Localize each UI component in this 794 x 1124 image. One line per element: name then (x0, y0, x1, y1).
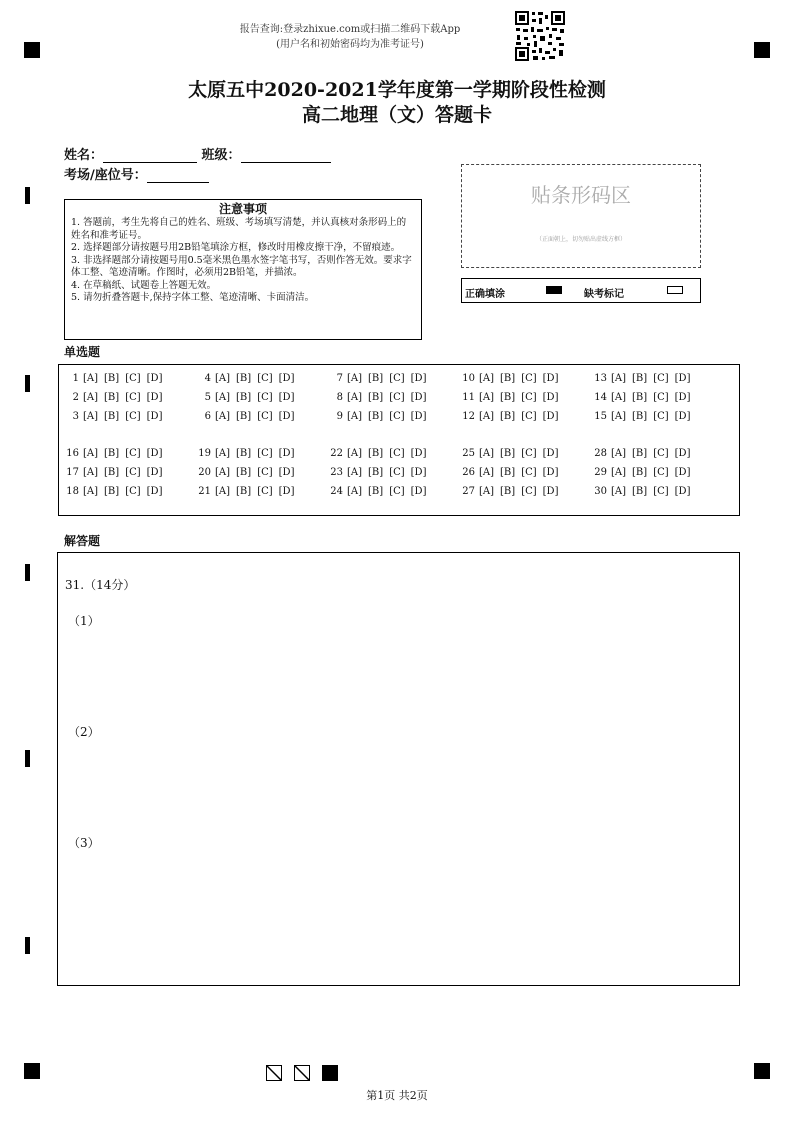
answer-option[interactable]: [A] (479, 392, 495, 403)
answer-option[interactable]: [A] (83, 448, 99, 459)
mcq-question (325, 373, 432, 384)
question-number: 15 (594, 411, 607, 422)
answer-option[interactable]: [B] (368, 392, 384, 403)
answer-option[interactable]: [A] (347, 467, 363, 478)
fill-legend (461, 278, 701, 303)
answer-option[interactable]: [A] (347, 448, 363, 459)
answer-option[interactable]: [B] (368, 411, 384, 422)
answer-option[interactable]: [A] (215, 373, 231, 384)
answer-option[interactable]: [D] (542, 486, 559, 497)
notice-item: 1. 答题前，考生先将自己的姓名、班级、考场填写清楚，并认真核对条形码上的姓名和准考证号。 (71, 217, 407, 241)
question-number: 5 (204, 392, 211, 403)
answer-option[interactable]: [C] (653, 373, 669, 384)
answer-option[interactable]: [A] (479, 448, 495, 459)
notice-item: 4. 在草稿纸、试题卷上答题无效。 (71, 279, 217, 291)
answer-option[interactable]: [D] (674, 467, 691, 478)
answer-option[interactable]: [C] (653, 486, 669, 497)
question-number: 19 (198, 448, 211, 459)
question-number: 6 (204, 411, 211, 422)
answer-option[interactable]: [D] (674, 392, 691, 403)
answer-option[interactable]: [D] (146, 411, 163, 422)
answer-option[interactable]: [C] (653, 467, 669, 478)
answer-option[interactable]: [C] (521, 373, 537, 384)
answer-option[interactable]: [C] (257, 448, 273, 459)
question-number: 13 (594, 373, 607, 384)
mcq-question (457, 392, 564, 403)
answer-option[interactable]: [C] (653, 411, 669, 422)
class-field[interactable] (241, 148, 331, 163)
mcq-question (589, 486, 696, 497)
question-number: 23 (330, 467, 343, 478)
answer-option[interactable]: [A] (83, 411, 99, 422)
mcq-question (193, 467, 300, 478)
class-label: 班级： (201, 148, 241, 163)
seat-field[interactable] (147, 168, 209, 183)
mcq-question (457, 411, 564, 422)
answer-option[interactable]: [A] (479, 411, 495, 422)
barcode-area-title: 贴条形码区 (531, 183, 631, 207)
answer-option[interactable]: [B] (368, 448, 384, 459)
answer-option[interactable]: [D] (674, 486, 691, 497)
slash-icon (295, 1066, 310, 1081)
answer-option[interactable]: [D] (410, 392, 427, 403)
mcq-question (325, 467, 432, 478)
answer-option[interactable]: [C] (521, 392, 537, 403)
answer-option[interactable]: [B] (236, 467, 252, 478)
answer-option[interactable]: [B] (500, 467, 516, 478)
mcq-question (589, 467, 696, 478)
answer-option[interactable]: [A] (479, 467, 495, 478)
answer-option[interactable]: [D] (278, 448, 295, 459)
answer-option[interactable]: [D] (410, 467, 427, 478)
exam-title: 太原五中2020-2021学年度第一学期阶段性检测 (188, 79, 606, 101)
answer-option[interactable]: [D] (674, 448, 691, 459)
answer-option[interactable]: [D] (674, 411, 691, 422)
answer-option[interactable]: [C] (521, 467, 537, 478)
answer-option[interactable]: [C] (257, 373, 273, 384)
name-class-row (64, 144, 331, 163)
mcq-question (61, 486, 168, 497)
answer-option[interactable]: [A] (83, 486, 99, 497)
mcq-question (457, 373, 564, 384)
mcq-question (193, 392, 300, 403)
question-number: 7 (336, 373, 343, 384)
page-marker-box (294, 1065, 310, 1081)
answer-option[interactable]: [D] (542, 411, 559, 422)
answer-option[interactable]: [A] (83, 392, 99, 403)
mcq-question (457, 448, 564, 459)
question-number: 25 (462, 448, 475, 459)
answer-option[interactable]: [B] (236, 486, 252, 497)
mcq-question (589, 392, 696, 403)
answer-option[interactable]: [A] (347, 373, 363, 384)
timing-mark (25, 564, 30, 581)
barcode-area-note: （正面朝上，切勿贴出虚线方框） (535, 236, 626, 243)
answer-option[interactable]: [D] (146, 486, 163, 497)
answer-option[interactable]: [A] (611, 448, 627, 459)
answer-option[interactable]: [D] (146, 373, 163, 384)
answer-option[interactable]: [A] (611, 486, 627, 497)
answer-option[interactable]: [D] (278, 467, 295, 478)
mcq-question (61, 411, 168, 422)
answer-option[interactable]: [C] (125, 392, 141, 403)
answer-option[interactable]: [B] (368, 486, 384, 497)
answer-option[interactable]: [C] (125, 448, 141, 459)
page-marker-box (266, 1065, 282, 1081)
answer-option[interactable]: [C] (389, 392, 405, 403)
question-31-label: 31.（14分） (65, 578, 136, 592)
question-number: 11 (462, 392, 475, 403)
answer-option[interactable]: [D] (278, 411, 295, 422)
correct-fill-label: 正确填涂 (465, 289, 505, 300)
answer-option[interactable]: [A] (215, 467, 231, 478)
answer-option[interactable]: [B] (632, 486, 648, 497)
mcq-question (589, 411, 696, 422)
answer-option[interactable]: [C] (257, 411, 273, 422)
answer-option[interactable]: [B] (632, 373, 648, 384)
answer-option[interactable]: [A] (215, 411, 231, 422)
seat-label: 考场/座位号： (64, 168, 147, 183)
answer-option[interactable]: [C] (125, 467, 141, 478)
answer-option[interactable]: [C] (257, 467, 273, 478)
answer-option[interactable]: [D] (410, 448, 427, 459)
mcq-question (457, 486, 564, 497)
answer-option[interactable]: [D] (542, 373, 559, 384)
mcq-question (193, 448, 300, 459)
correct-fill-sample (546, 286, 562, 294)
notice-item: 2. 选择题部分请按题号用2B铅笔填涂方框，修改时用橡皮擦干净，不留痕迹。 (71, 242, 401, 253)
question-number: 17 (66, 467, 79, 478)
slash-icon (267, 1066, 282, 1081)
answer-option[interactable]: [B] (632, 467, 648, 478)
report-query-line1: 报告查询:登录zhixue.com或扫描二维码下载App (239, 24, 461, 35)
mcq-question (325, 411, 432, 422)
notice-title: 注意事项 (218, 202, 267, 216)
mcq-question (61, 392, 168, 403)
question-number: 16 (66, 448, 79, 459)
answer-option[interactable]: [B] (104, 411, 120, 422)
answer-option[interactable]: [B] (236, 411, 252, 422)
absent-mark-label: 缺考标记 (584, 289, 624, 300)
report-query-line2: (用户名和初始密码均为准考证号) (276, 39, 424, 50)
question-number: 1 (72, 373, 79, 384)
mcq-question (193, 486, 300, 497)
answer-option[interactable]: [B] (104, 373, 120, 384)
answer-option[interactable]: [D] (542, 392, 559, 403)
timing-mark (25, 750, 30, 767)
answer-option[interactable]: [A] (215, 486, 231, 497)
seat-row (64, 164, 209, 183)
answer-option[interactable]: [B] (104, 392, 120, 403)
page-marker-filled (322, 1065, 338, 1081)
mcq-question (325, 448, 432, 459)
mcq-section-label: 单选题 (64, 345, 101, 359)
alignment-mark-bottom-right (754, 1063, 770, 1079)
answer-option[interactable]: [C] (257, 486, 273, 497)
answer-option[interactable]: [B] (500, 392, 516, 403)
answer-option[interactable]: [C] (521, 411, 537, 422)
answer-option[interactable]: [A] (611, 467, 627, 478)
mcq-question (193, 411, 300, 422)
alignment-mark-top-right (754, 42, 770, 58)
question-number: 30 (594, 486, 607, 497)
answer-option[interactable]: [C] (521, 486, 537, 497)
answer-option[interactable]: [B] (236, 448, 252, 459)
timing-mark (25, 375, 30, 392)
answer-option[interactable]: [A] (611, 392, 627, 403)
mcq-question (589, 373, 696, 384)
name-label: 姓名： (64, 148, 104, 163)
question-number: 29 (594, 467, 607, 478)
question-number: 26 (462, 467, 475, 478)
answer-option[interactable]: [D] (278, 486, 295, 497)
answer-option[interactable]: [C] (257, 392, 273, 403)
answer-option[interactable]: [C] (653, 392, 669, 403)
question-31-part-2: （2） (68, 725, 100, 739)
answer-option[interactable]: [D] (278, 373, 295, 384)
answer-option[interactable]: [C] (389, 411, 405, 422)
answer-option[interactable]: [C] (653, 448, 669, 459)
answer-option[interactable]: [B] (236, 373, 252, 384)
answer-section-label: 解答题 (64, 534, 101, 548)
answer-option[interactable]: [D] (410, 373, 427, 384)
mcq-question (193, 373, 300, 384)
question-number: 2 (72, 392, 79, 403)
answer-option[interactable]: [D] (278, 392, 295, 403)
question-number: 18 (66, 486, 79, 497)
answer-option[interactable]: [A] (215, 392, 231, 403)
answer-option[interactable]: [A] (479, 486, 495, 497)
answer-option[interactable]: [B] (500, 373, 516, 384)
answer-option[interactable]: [C] (521, 448, 537, 459)
answer-option[interactable]: [B] (368, 467, 384, 478)
answer-option[interactable]: [C] (125, 486, 141, 497)
answer-option[interactable]: [D] (146, 392, 163, 403)
question-number: 10 (462, 373, 475, 384)
answer-option[interactable]: [A] (83, 467, 99, 478)
answer-option[interactable]: [B] (236, 392, 252, 403)
mcq-question (61, 467, 168, 478)
mcq-box (58, 364, 740, 516)
question-number: 20 (198, 467, 211, 478)
answer-option[interactable]: [A] (611, 373, 627, 384)
answer-option[interactable]: [D] (542, 467, 559, 478)
mcq-question (61, 448, 168, 459)
answer-option[interactable]: [C] (389, 467, 405, 478)
notice-item: 5. 请勿折叠答题卡,保持字体工整、笔迹清晰、卡面清洁。 (71, 292, 315, 303)
answer-option[interactable]: [D] (674, 373, 691, 384)
answer-option[interactable]: [B] (368, 373, 384, 384)
answer-option[interactable]: [B] (500, 448, 516, 459)
mcq-question (325, 486, 432, 497)
answer-option[interactable]: [D] (410, 411, 427, 422)
answer-option[interactable]: [B] (104, 486, 120, 497)
question-number: 9 (336, 411, 343, 422)
answer-option[interactable]: [C] (389, 448, 405, 459)
absent-mark-box[interactable] (667, 286, 683, 294)
question-number: 8 (336, 392, 343, 403)
question-number: 21 (198, 486, 211, 497)
question-number: 3 (72, 411, 79, 422)
name-field[interactable] (103, 148, 197, 163)
question-number: 28 (594, 448, 607, 459)
question-31-part-3: （3） (68, 836, 100, 850)
alignment-mark-bottom-left (24, 1063, 40, 1079)
answer-option[interactable]: [A] (347, 411, 363, 422)
answer-option[interactable]: [A] (215, 448, 231, 459)
question-number: 27 (462, 486, 475, 497)
question-number: 14 (594, 392, 607, 403)
answer-option[interactable]: [B] (500, 486, 516, 497)
answer-option[interactable]: [A] (479, 373, 495, 384)
answer-option[interactable]: [B] (632, 411, 648, 422)
question-31-part-1: （1） (68, 614, 100, 628)
page-number: 第1页 共2页 (366, 1089, 428, 1102)
question-number: 4 (204, 373, 211, 384)
answer-option[interactable]: [B] (632, 392, 648, 403)
answer-option[interactable]: [A] (347, 486, 363, 497)
answer-option[interactable]: [C] (125, 411, 141, 422)
card-title: 高二地理（文）答题卡 (301, 104, 492, 126)
question-number: 12 (462, 411, 475, 422)
timing-mark (25, 937, 30, 954)
mcq-question (61, 373, 168, 384)
answer-option[interactable]: [C] (125, 373, 141, 384)
question-number: 24 (330, 486, 343, 497)
notice-box (64, 199, 422, 340)
answer-option[interactable]: [D] (146, 467, 163, 478)
report-query-info (160, 22, 540, 52)
answer-option[interactable]: [A] (83, 373, 99, 384)
mcq-question (325, 392, 432, 403)
timing-mark (25, 187, 30, 204)
barcode-area (461, 164, 701, 268)
answer-option[interactable]: [B] (104, 467, 120, 478)
answer-option[interactable]: [B] (500, 411, 516, 422)
answer-option[interactable]: [B] (632, 448, 648, 459)
answer-option[interactable]: [D] (542, 448, 559, 459)
answer-option[interactable]: [C] (389, 486, 405, 497)
question-number: 22 (330, 448, 343, 459)
answer-option[interactable]: [B] (104, 448, 120, 459)
answer-option[interactable]: [D] (410, 486, 427, 497)
mcq-question (457, 467, 564, 478)
answer-option[interactable]: [C] (389, 373, 405, 384)
alignment-mark-top-left (24, 42, 40, 58)
answer-box[interactable] (57, 552, 740, 986)
mcq-question (589, 448, 696, 459)
answer-option[interactable]: [A] (347, 392, 363, 403)
notice-item: 3. 非选择题部分请按题号用0.5毫米黑色墨水签字笔书写，否则作答无效。要求字体工整、笔迹清晰。作图时，必须用2B铅笔，并描浓。 (71, 254, 412, 278)
answer-option[interactable]: [A] (611, 411, 627, 422)
answer-option[interactable]: [D] (146, 448, 163, 459)
qr-code-icon (514, 10, 566, 62)
